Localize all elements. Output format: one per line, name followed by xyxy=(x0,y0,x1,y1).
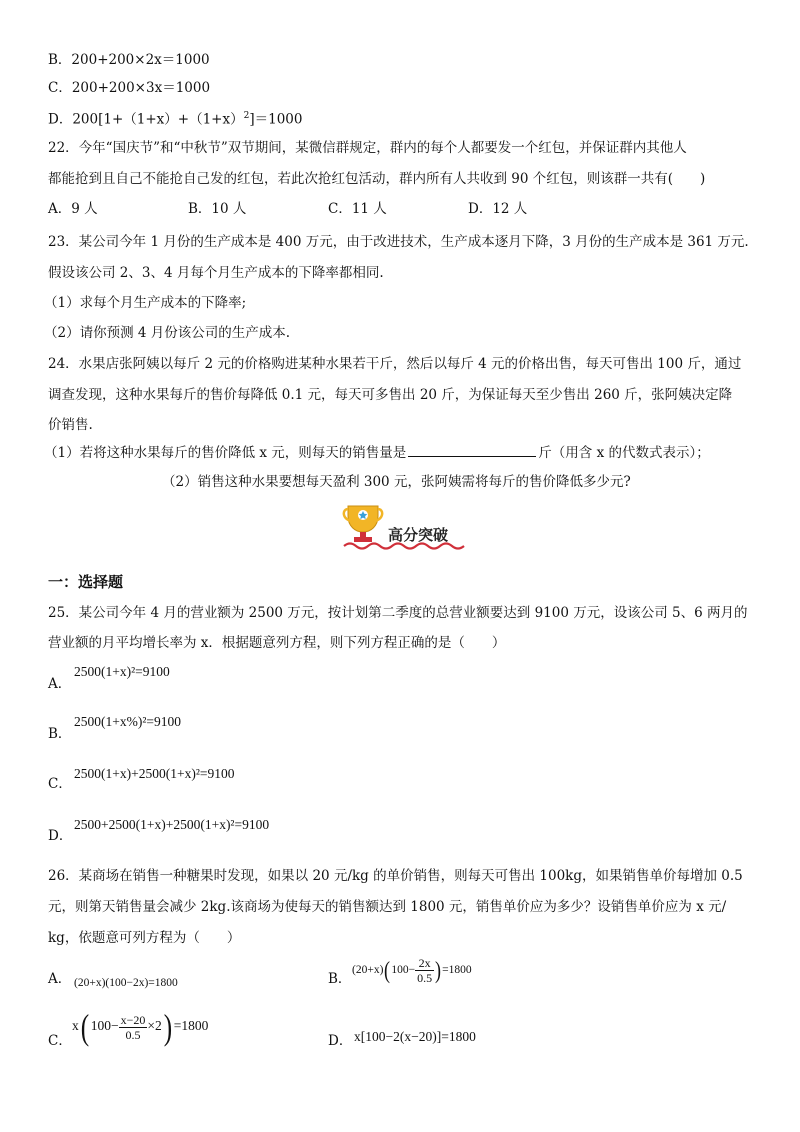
q23-stem-line1: 23．某公司今年 1 月份的生产成本是 400 万元，由于改进技术，生产成本逐月下降，3 月份的生产成本是 361 万元. xyxy=(48,234,749,250)
q25-option-b-formula: 2500(1+x%)²=9100 xyxy=(74,714,182,729)
section-title: 一：选择题 xyxy=(48,573,124,591)
q24-sub2: （2）销售这种水果要想每天盈利 300 元，张阿姨需将每斤的售价降低多少元? xyxy=(162,474,631,490)
q26-option-b-label: B． xyxy=(328,971,352,987)
q26-stem-line3: kg，依题意可列方程为（ ） xyxy=(48,930,241,946)
q26-option-d-label: D． xyxy=(328,1033,353,1049)
q22-option-b: B．10 人 xyxy=(188,201,247,217)
q26-option-a-label: A． xyxy=(48,971,72,987)
q26-option-d-formula: x[100−2(x−20)]=1800 xyxy=(354,1029,476,1044)
q26-option-c-formula: x( 100− $\frac{x-20}{0.5}$ ×2) =1800 xyxy=(72,1007,209,1047)
q26-option-c-label: C． xyxy=(48,1033,72,1049)
q26-stem-line2: 元，则第天销售量会减少 2kg.该商场为使每天的销售额达到 1800 元，销售单价应为多少？设销售单价应为 x 元/ xyxy=(48,899,727,915)
q24-stem-line1: 24．水果店张阿姨以每斤 2 元的价格购进某种水果若干斤，然后以每斤 4 元的价格出售，每天可售出 100 斤，通过 xyxy=(48,356,742,372)
q24-stem-line2: 调查发现，这种水果每斤的售价每降低 0.1 元，每天可多售出 20 斤，为保证每天至少售出 260 斤，张阿姨决定降 xyxy=(48,387,733,403)
q25-stem-line2: 营业额的月平均增长率为 x．根据题意列方程，则下列方程正确的是（ ） xyxy=(48,635,506,651)
prev-option-d: D．$200[1+(1+x)+(1+x)^2]=1000$ xyxy=(48,111,303,128)
q26-option-a-formula: (20+x)(100−2x)=1800 xyxy=(74,977,178,989)
prev-option-b: B．200+200×2x＝1000 xyxy=(48,52,210,68)
q24-stem-line3: 价销售. xyxy=(48,417,93,433)
q22-stem-line2: 都能抢到且自己不能抢自己发的红包，若此次抢红包活动，群内所有人共收到 90 个红包，则该群一共有( ) xyxy=(48,171,706,187)
q23-stem-line2: 假设该公司 2、3、4 月每个月生产成本的下降率都相同. xyxy=(48,265,384,281)
q25-option-d-formula: 2500+2500(1+x)+2500(1+x)²=9100 xyxy=(74,817,270,832)
q25-option-a-formula: 2500(1+x)²=9100 xyxy=(74,664,170,679)
q25-option-a-label: A． xyxy=(48,676,72,692)
q22-option-d: D．12 人 xyxy=(468,201,528,217)
q22-stem-line1: 22．今年“国庆节”和“中秋节”双节期间，某微信群规定，群内的每个人都要发一个红包，并保证群内其他人 xyxy=(48,140,687,156)
q26-option-b-formula: (20+x)(100− $\frac{2x}{0.5}$ )=1800 xyxy=(352,956,472,985)
q26-stem-line1: 26．某商场在销售一种糖果时发现，如果以 20 元/kg 的单价销售，则每天可售出 100kg，如果销售单价每增加 0.5 xyxy=(48,868,743,884)
q23-sub2: （2）请你预测 4 月份该公司的生产成本. xyxy=(44,325,291,341)
q24-sub1: （1）若将这种水果每斤的售价降低 x 元，则每天的销售量是 斤（用含 x 的代数式表示）； xyxy=(44,445,710,461)
q23-sub1: （1）求每个月生产成本的下降率; xyxy=(44,295,247,311)
q22-option-a: A．9 人 xyxy=(48,201,98,217)
q25-stem-line1: 25．某公司今年 4 月的营业额为 2500 万元，按计划第二季度的总营业额要达到 9100 万元，设该公司 5、6 两月的 xyxy=(48,605,748,621)
q25-option-c-formula: 2500(1+x)+2500(1+x)²=9100 xyxy=(74,766,235,781)
q25-option-c-label: C． xyxy=(48,776,72,792)
answer-blank[interactable] xyxy=(408,444,536,457)
badge-title: 高分突破 xyxy=(388,526,449,544)
prev-option-c: C．200+200×3x＝1000 xyxy=(48,80,211,96)
q22-option-c: C．11 人 xyxy=(328,201,387,217)
q25-option-b-label: B． xyxy=(48,726,72,742)
q25-option-d-label: D． xyxy=(48,828,73,844)
